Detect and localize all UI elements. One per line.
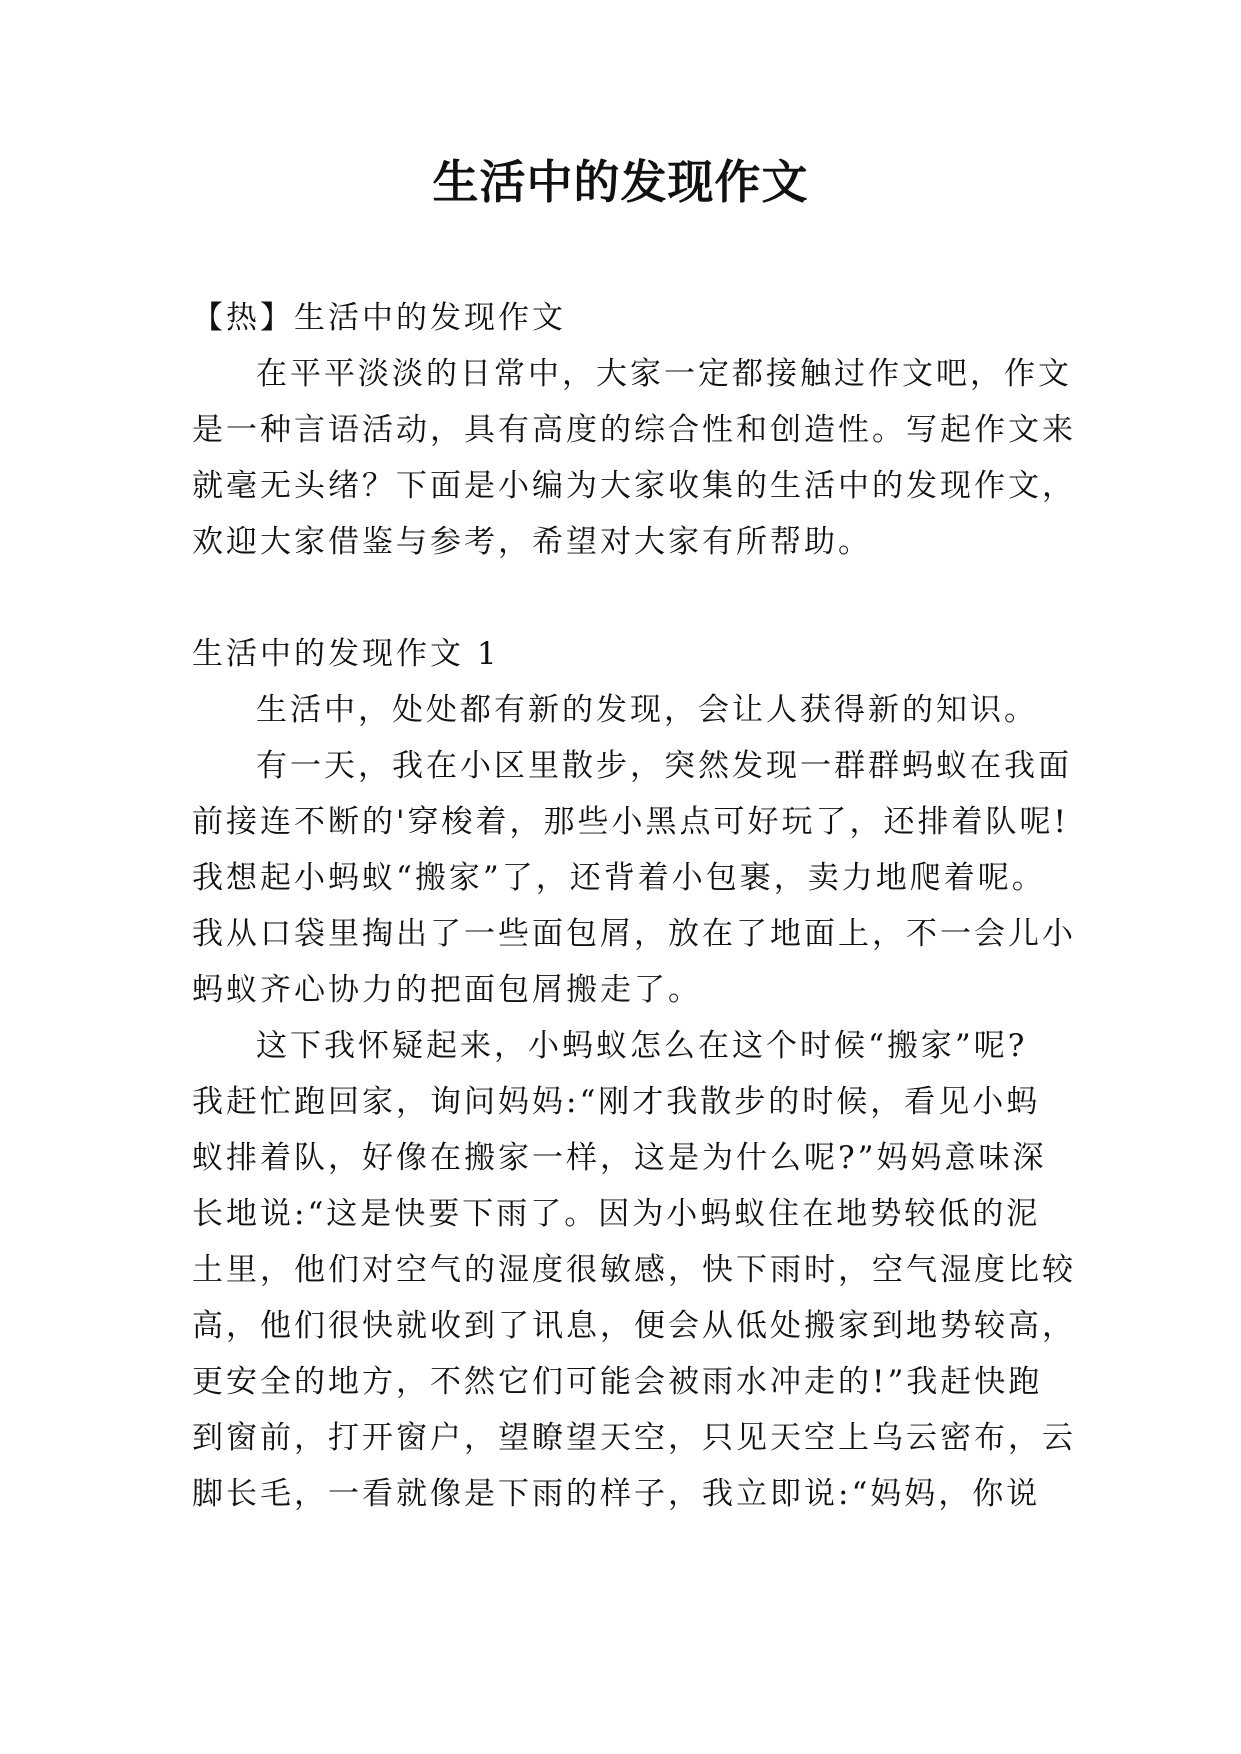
intro-line: 在平平淡淡的日常中，大家一定都接触过作文吧，作文 [256,356,1072,392]
paragraph-line: 我想起小蚂蚁“搬家”了，还背着小包裹，卖力地爬着呢。 [192,860,1046,896]
paragraph-line: 这下我怀疑起来，小蚂蚁怎么在这个时候“搬家”呢? [256,1028,1028,1064]
paragraph-line: 脚长毛，一看就像是下雨的样子，我立即说:“妈妈，你说 [192,1476,1041,1512]
intro-line: 就毫无头绪？下面是小编为大家收集的生活中的发现作文， [192,468,1076,504]
paragraph-line: 高，他们很快就收到了讯息，便会从低处搬家到地势较高， [192,1308,1076,1344]
document-body [192,290,1076,1522]
paragraph-line: 我赶忙跑回家，询问妈妈:“刚才我散步的时候，看见小蚂 [192,1084,1041,1120]
document-title: 生活中的发现作文 [432,155,809,209]
paragraph-line: 到窗前，打开窗户，望瞭望天空，只见天空上乌云密布，云 [192,1420,1076,1456]
paragraph-line: 更安全的地方，不然它们可能会被雨水冲走的!”我赶快跑 [192,1364,1043,1400]
paragraph-line: 蚁排着队，好像在搬家一样，这是为什么呢?”妈妈意味深 [192,1140,1047,1176]
paragraph-line: 我从口袋里掏出了一些面包屑，放在了地面上，不一会儿小 [192,916,1076,952]
paragraph-line: 有一天，我在小区里散步，突然发现一群群蚂蚁在我面 [256,748,1072,784]
paragraph-line: 生活中，处处都有新的发现，会让人获得新的知识。 [256,692,1038,728]
intro-line: 欢迎大家借鉴与参考，希望对大家有所帮助。 [192,524,872,560]
paragraph-gap [192,570,1072,626]
section-heading: 生活中的发现作文 1 [192,636,500,672]
paragraph-line: 蚂蚁齐心协力的把面包屑搬走了。 [192,972,702,1008]
intro-line: 是一种言语活动，具有高度的综合性和创造性。写起作文来 [192,412,1076,448]
paragraph-line: 前接连不断的'穿梭着，那些小黑点可好玩了，还排着队呢! [192,804,1069,840]
paragraph-line: 土里，他们对空气的湿度很敏感，快下雨时，空气湿度比较 [192,1252,1076,1288]
subtitle-line: 【热】生活中的发现作文 [192,300,566,336]
paragraph-line: 长地说:“这是快要下雨了。因为小蚂蚁住在地势较低的泥 [192,1196,1041,1232]
